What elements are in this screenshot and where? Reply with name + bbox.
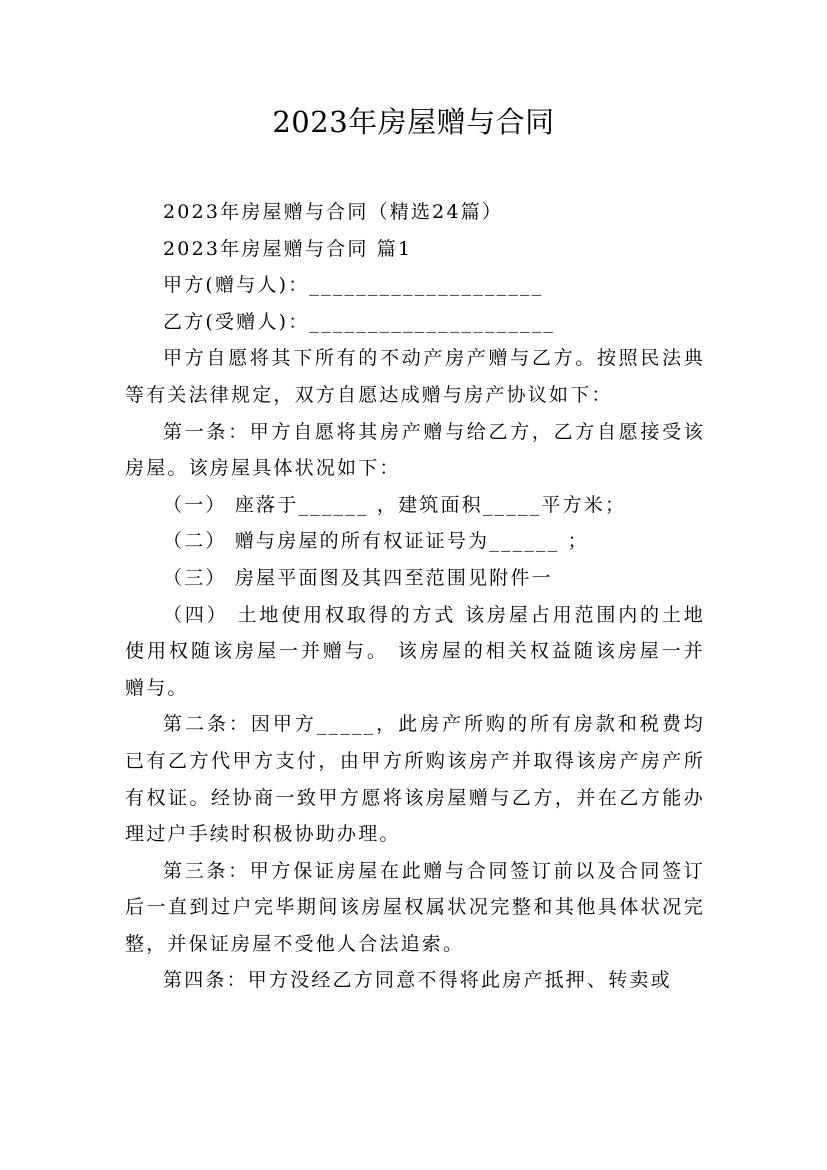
paragraph: 第一条：甲方自愿将其房产赠与给乙方，乙方自愿接受该房屋。该房屋具体状况如下： — [125, 420, 705, 480]
paragraph: 第三条：甲方保证房屋在此赠与合同签订前以及合同签订后一直到过户完毕期间该房屋权属状况完整和其他具体状况完整，并保证房屋不受他人合法追索。 — [125, 859, 705, 955]
paragraph: （四） 土地使用权取得的方式 该房屋占用范围内的土地使用权随该房屋一并赠与。 该房屋的相关权益随该房屋一并赠与。 — [125, 603, 705, 699]
paragraph: 2023年房屋赠与合同 篇1 — [163, 237, 413, 260]
paragraph: （二） 赠与房屋的所有权证证号为______ ； — [163, 530, 589, 553]
paragraph: （一） 座落于______ ，建筑面积_____平方米； — [163, 493, 627, 516]
paragraph: 2023年房屋赠与合同（精选24篇） — [163, 201, 504, 223]
document-title: 2023年房屋赠与合同 — [272, 105, 555, 139]
paragraph: 甲方自愿将其下所有的不动产房产赠与乙方。按照民法典等有关法律规定，双方自愿达成赠与房产协议如下： — [125, 347, 705, 406]
paragraph: 第四条：甲方没经乙方同意不得将此房产抵押、转卖或 — [163, 969, 672, 992]
document-body — [125, 194, 705, 999]
paragraph: （三） 房屋平面图及其四至范围见附件一 — [163, 566, 553, 589]
paragraph: 甲方(赠与人)：____________________ — [163, 274, 544, 297]
paragraph: 第二条：因甲方_____，此房产所购的所有房款和税费均已有乙方代甲方支付，由甲方所购该房产并取得该房产房产所有权证。经协商一致甲方愿将该房屋赠与乙方，并在乙方能办理过户手续时积极协助办理。 — [125, 713, 705, 846]
paragraph: 乙方(受赠人)：_____________________ — [163, 310, 556, 333]
